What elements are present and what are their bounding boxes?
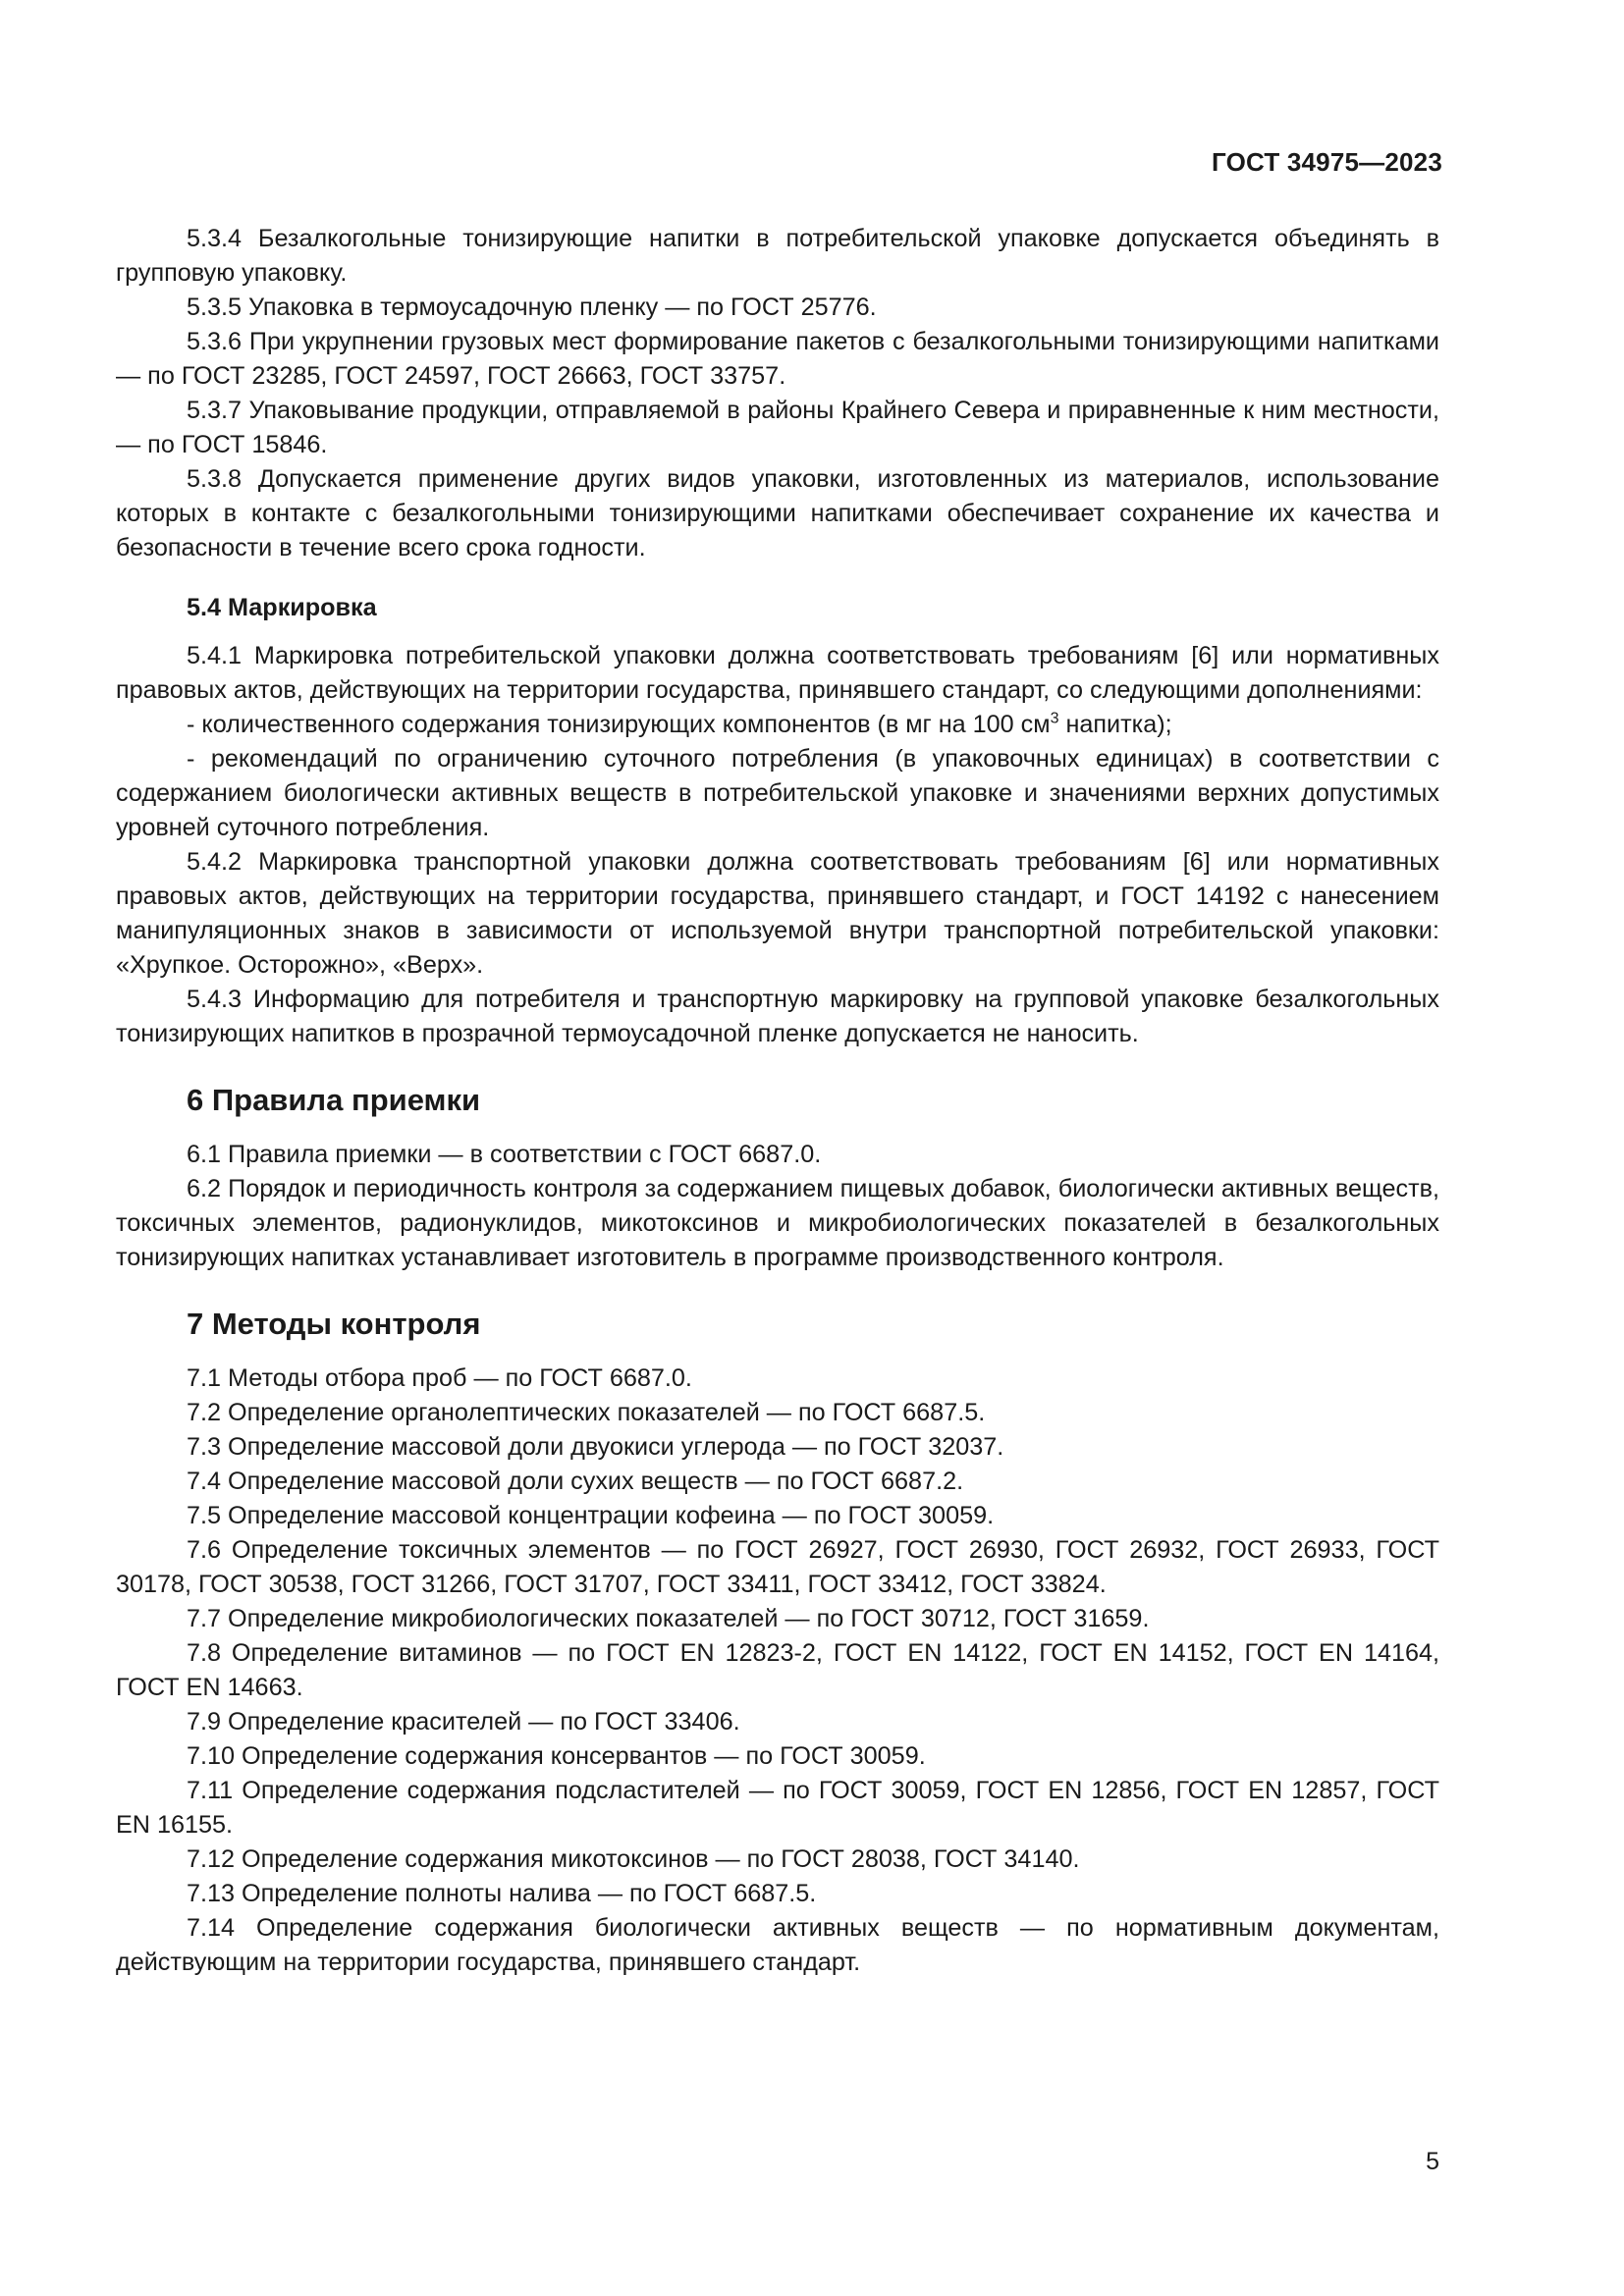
clause-7-6: 7.6 Определение токсичных элементов — по ГОСТ 26927, ГОСТ 26930, ГОСТ 26932, ГОСТ 26933, ГОСТ 30178, ГОСТ 30538, ГОСТ 31266, ГОСТ 31707, ГОСТ 33411, ГОСТ 33412, ГОСТ 33824. xyxy=(116,1536,1439,1598)
clause-7-3: 7.3 Определение массовой доли двуокиси углерода — по ГОСТ 32037. xyxy=(187,1433,1004,1461)
section-heading-7: 7 Методы контроля xyxy=(187,1307,481,1341)
list-item-text-end: напитка); xyxy=(1058,711,1172,738)
section-heading-6: 6 Правила приемки xyxy=(187,1083,481,1117)
document-code: ГОСТ 34975—2023 xyxy=(1212,147,1442,177)
clause-7-9: 7.9 Определение красителей — по ГОСТ 33406. xyxy=(187,1708,740,1735)
clause-5-4-1: 5.4.1 Маркировка потребительской упаковки должна соответствовать требованиям [6] или нормативных правовых актов, действующих на территории государства, принявшего стандарт, со следующими дополнениями: xyxy=(116,642,1439,704)
clause-5-4-2: 5.4.2 Маркировка транспортной упаковки должна соответствовать требованиям [6] или нормативных правовых актов, действующих на территории государства, принявшего стандарт, и ГОСТ 14192 с нанесением манипуляционных знаков в зависимости от используемой внутри транспортной потребительской упаковки: «Хрупкое. Осторожно», «Верх». xyxy=(116,848,1439,979)
clause-7-2: 7.2 Определение органолептических показателей — по ГОСТ 6687.5. xyxy=(187,1399,986,1426)
clause-6-2: 6.2 Порядок и периодичность контроля за содержанием пищевых добавок, биологически активных веществ, токсичных элементов, радионуклидов, микотоксинов и микробиологических показателей в безалкогольных тонизирующих напитках устанавливает изготовитель в программе производственного контроля. xyxy=(116,1175,1439,1271)
clause-7-8: 7.8 Определение витаминов — по ГОСТ EN 12823-2, ГОСТ EN 14122, ГОСТ EN 14152, ГОСТ EN 14164, ГОСТ EN 14663. xyxy=(116,1639,1439,1701)
list-item-daily-intake: - рекомендаций по ограничению суточного потребления (в упаковочных единицах) в соответствии с содержанием биологически активных веществ в потребительской упаковке и значениями верхних допустимых уровней суточного потребления. xyxy=(116,745,1439,841)
superscript-3: 3 xyxy=(1050,710,1059,727)
clause-5-3-8: 5.3.8 Допускается применение других видов упаковки, изготовленных из материалов, использование которых в контакте с безалкогольными тонизирующими напитками обеспечивает сохранение их качества и безопасности в течение всего срока годности. xyxy=(116,465,1439,561)
clause-7-14: 7.14 Определение содержания биологически активных веществ — по нормативным документам, действующим на территории государства, принявшего стандарт. xyxy=(116,1914,1439,1976)
clause-7-12: 7.12 Определение содержания микотоксинов — по ГОСТ 28038, ГОСТ 34140. xyxy=(187,1845,1080,1873)
clause-5-3-7: 5.3.7 Упаковывание продукции, отправляемой в районы Крайнего Севера и приравненные к ним местности, — по ГОСТ 15846. xyxy=(116,397,1439,458)
page-number: 5 xyxy=(1426,2148,1439,2175)
clause-7-11: 7.11 Определение содержания подсластителей — по ГОСТ 30059, ГОСТ EN 12856, ГОСТ EN 12857, ГОСТ EN 16155. xyxy=(116,1777,1439,1839)
clause-7-7: 7.7 Определение микробиологических показателей — по ГОСТ 30712, ГОСТ 31659. xyxy=(187,1605,1150,1632)
clause-5-3-6: 5.3.6 При укрупнении грузовых мест формирование пакетов с безалкогольными тонизирующими напитками — по ГОСТ 23285, ГОСТ 24597, ГОСТ 26663, ГОСТ 33757. xyxy=(116,328,1439,390)
clause-5-4-3: 5.4.3 Информацию для потребителя и транспортную маркировку на групповой упаковке безалкогольных тонизирующих напитков в прозрачной термоусадочной пленке допускается не наносить. xyxy=(116,986,1439,1047)
clause-6-1: 6.1 Правила приемки — в соответствии с ГОСТ 6687.0. xyxy=(187,1141,822,1168)
clause-5-3-5: 5.3.5 Упаковка в термоусадочную пленку — по ГОСТ 25776. xyxy=(187,294,877,321)
clause-7-5: 7.5 Определение массовой концентрации кофеина — по ГОСТ 30059. xyxy=(187,1502,995,1529)
list-item-tonic-content xyxy=(116,708,1439,742)
subsection-heading-5-4: 5.4 Маркировка xyxy=(187,594,377,621)
clause-7-10: 7.10 Определение содержания консервантов — по ГОСТ 30059. xyxy=(187,1742,926,1770)
document-body xyxy=(116,222,1439,1980)
list-item-text: - количественного содержания тонизирующих компонентов (в мг на 100 см xyxy=(187,711,1051,738)
clause-7-1: 7.1 Методы отбора проб — по ГОСТ 6687.0. xyxy=(187,1364,692,1392)
clause-7-4: 7.4 Определение массовой доли сухих веществ — по ГОСТ 6687.2. xyxy=(187,1468,964,1495)
clause-7-13: 7.13 Определение полноты налива — по ГОСТ 6687.5. xyxy=(187,1880,817,1907)
clause-5-3-4: 5.3.4 Безалкогольные тонизирующие напитки в потребительской упаковке допускается объединять в групповую упаковку. xyxy=(116,225,1439,287)
